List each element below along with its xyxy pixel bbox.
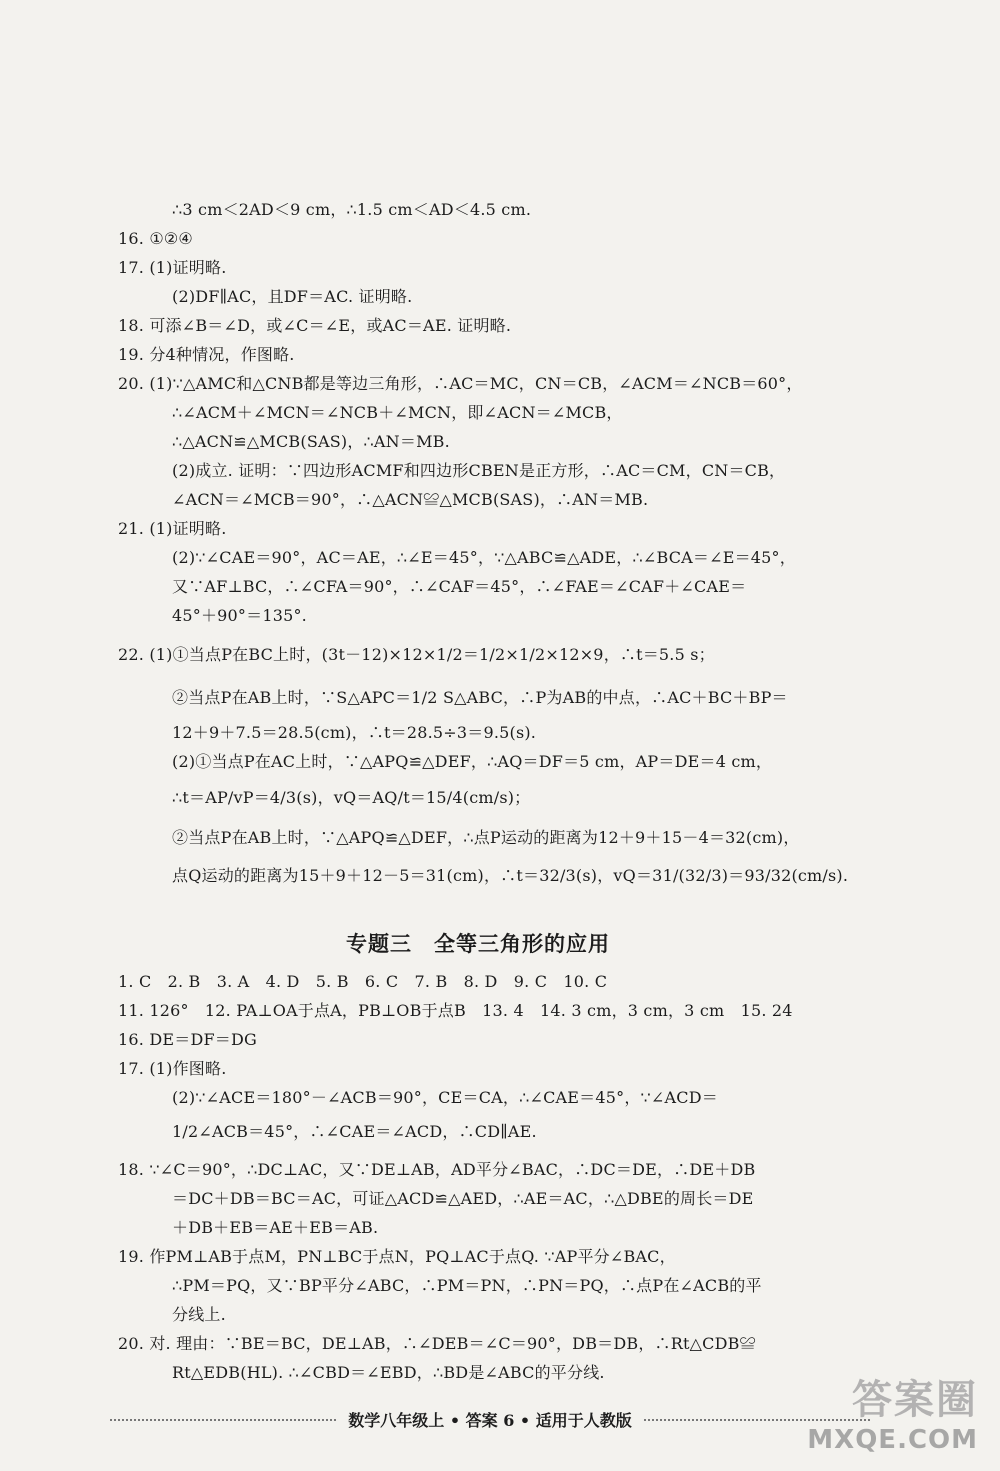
text-line: (2)DF∥AC，且DF＝AC. 证明略.	[172, 287, 413, 306]
text-line: Rt△EDB(HL). ∴∠CBD＝∠EBD，∴BD是∠ABC的平分线.	[172, 1363, 605, 1382]
text-line: 45°＋90°＝135°.	[172, 606, 307, 625]
text-line: (2)∵∠ACE＝180°－∠ACB＝90°，CE＝CA，∴∠CAE＝45°，∵∠ACD＝	[172, 1088, 718, 1107]
text-line: ②当点P在AB上时，∵S△APC＝1/2 S△ABC，∴P为AB的中点，∴AC＋BC＋BP＝	[172, 688, 788, 707]
text-line: 17. (1)作图略.	[118, 1059, 227, 1078]
text-line: ∴∠ACM＋∠MCN＝∠NCB＋∠MCN，即∠ACN＝∠MCB，	[172, 403, 623, 422]
text-line: 20. 对. 理由：∵BE＝BC，DE⊥AB，∴∠DEB＝∠C＝90°，DB＝DB，∴Rt△CDB≌	[118, 1334, 756, 1353]
footer-text: 数学八年级上 • 答案 6 • 适用于人教版	[348, 1411, 632, 1430]
text-line: 1/2∠ACB＝45°，∴∠CAE＝∠ACD，∴CD∥AE.	[172, 1122, 537, 1141]
text-line: (2)①当点P在AC上时，∵△APQ≌△DEF，∴AQ＝DF＝5 cm，AP＝DE＝4 cm，	[172, 752, 773, 771]
text-line: ∴t＝AP/vP＝4/3(s)，vQ＝AQ/t＝15/4(cm/s)；	[172, 788, 531, 807]
text-line: 1. C 2. B 3. A 4. D 5. B 6. C 7. B 8. D 9. C 10. C	[118, 972, 608, 991]
text-line: (2)成立. 证明：∵四边形ACMF和四边形CBEN是正方形，∴AC＝CM，CN＝CB，	[172, 461, 786, 480]
text-line: 12＋9＋7.5＝28.5(cm)，∴t＝28.5÷3＝9.5(s).	[172, 723, 537, 742]
page-footer	[110, 1408, 870, 1431]
text-line: 18. 可添∠B＝∠D，或∠C＝∠E，或AC＝AE. 证明略.	[118, 316, 512, 335]
text-line: 点Q运动的距离为15＋9＋12－5＝31(cm)，∴t＝32/3(s)，vQ＝31/(32/3)＝93/32(cm/s).	[172, 866, 849, 885]
text-line: ∴PM＝PQ，又∵BP平分∠ABC，∴PM＝PN，∴PN＝PQ，∴点P在∠ACB的平	[172, 1276, 762, 1295]
text-line: 19. 作PM⊥AB于点M，PN⊥BC于点N，PQ⊥AC于点Q. ∵AP平分∠BAC，	[118, 1247, 676, 1266]
text-line: ∴△ACN≌△MCB(SAS)，∴AN＝MB.	[172, 432, 450, 451]
text-line: ∴3 cm＜2AD＜9 cm，∴1.5 cm＜AD＜4.5 cm.	[172, 200, 532, 219]
text-line: ②当点P在AB上时，∵△APQ≌△DEF，∴点P运动的距离为12＋9＋15－4＝32(cm)，	[172, 828, 800, 847]
section-heading: 专题三 全等三角形的应用	[346, 931, 610, 956]
watermark-title: 答案圈	[852, 1377, 978, 1423]
watermark-logo	[807, 1368, 978, 1455]
text-line: 18. ∵∠C＝90°，∴DC⊥AC，又∵DE⊥AB，AD平分∠BAC，∴DC＝DE，∴DE＋DB	[118, 1160, 756, 1179]
text-line: 21. (1)证明略.	[118, 519, 227, 538]
footer-divider	[110, 1419, 336, 1421]
text-line: 11. 126° 12. PA⊥OA于点A，PB⊥OB于点B 13. 4 14. 3 cm，3 cm，3 cm 15. 24	[118, 1001, 793, 1020]
text-line: 又∵AF⊥BC，∴∠CFA＝90°，∴∠CAF＝45°，∴∠FAE＝∠CAF＋∠CAE＝	[172, 577, 747, 596]
text-line: (2)∵∠CAE＝90°，AC＝AE，∴∠E＝45°，∵△ABC≌△ADE，∴∠BCA＝∠E＝45°，	[172, 548, 796, 567]
text-line: 20. (1)∵△AMC和△CNB都是等边三角形，∴AC＝MC，CN＝CB，∠ACM＝∠NCB＝60°，	[118, 374, 803, 393]
text-line: 16. DE＝DF＝DG	[118, 1030, 257, 1049]
text-line: ＋DB＋EB＝AE＋EB＝AB.	[172, 1218, 379, 1237]
text-line: 22. (1)①当点P在BC上时，(3t－12)×12×1/2＝1/2×1/2×12×9，∴t＝5.5 s；	[118, 645, 715, 664]
text-line: ＝DC＋DB＝BC＝AC，可证△ACD≌△AED，∴AE＝AC，∴△DBE的周长＝DE	[172, 1189, 754, 1208]
text-line: 19. 分4种情况，作图略.	[118, 345, 295, 364]
text-line: ∠ACN＝∠MCB＝90°，∴△ACN≌△MCB(SAS)，∴AN＝MB.	[172, 490, 649, 509]
text-line: 17. (1)证明略.	[118, 258, 227, 277]
watermark-url: MXQE.COM	[807, 1425, 978, 1455]
text-line: 分线上.	[172, 1305, 226, 1324]
text-line: 16. ①②④	[118, 229, 193, 248]
